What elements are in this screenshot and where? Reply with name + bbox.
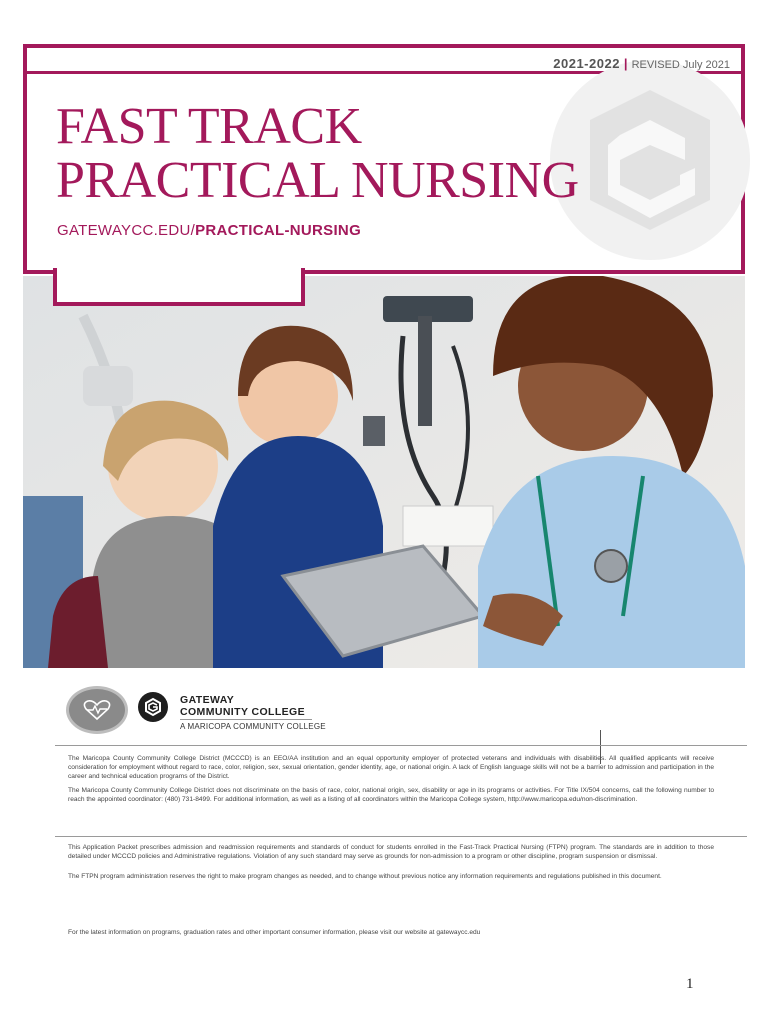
website-statement: For the latest information on programs, graduation rates and other important consumer information, please visit our website at gatewaycc.edu [68, 929, 481, 936]
title-line-1: FAST TRACK [56, 98, 362, 155]
url-domain: GATEWAYCC.EDU/ [57, 222, 196, 239]
divider-1 [55, 745, 747, 746]
page-number: 1 [686, 976, 694, 992]
heart-monitor-icon [83, 699, 111, 721]
college-name [180, 694, 305, 718]
year-line [553, 56, 730, 71]
nondiscrimination-statement: The Maricopa County Community College District does not discriminate on the basis of race, color, national origin, sex, disability or age in its programs or activities. For Title IX/504 concerns, call the following number to reach the appointed coordinator: (480) 731-8499. For additional information, as well as a listing of all coordinators within the Maricopa College system, http://www.maricopa.edu/non-discrimination. [68, 787, 714, 803]
heart-monitor-badge [66, 686, 128, 734]
url-path: PRACTICAL-NURSING [195, 222, 362, 239]
college-name-line-1: GATEWAY [180, 694, 235, 706]
divider-2 [55, 836, 747, 837]
title-line-2: PRACTICAL NURSING [56, 152, 579, 209]
college-subtitle: A MARICOPA COMMUNITY COLLEGE [180, 722, 326, 731]
gateway-logo-icon [143, 697, 163, 717]
year-text: 2021-2022 [553, 56, 620, 71]
page-title [56, 100, 579, 208]
revised-text: REVISED July 2021 [631, 59, 730, 71]
program-url [57, 222, 361, 239]
header-tab [53, 268, 305, 306]
program-changes-statement: The FTPN program administration reserves the right to make program changes as needed, and to change without previous notice any information requirements and regulations published in this document. [68, 873, 662, 880]
eeo-statement: The Maricopa County Community College District (MCCCD) is an EEO/AA institution and an equal opportunity employer of protected veterans and individuals with disabilities. All qualified applicants will receive consideration for employment without regard to race, color, religion, sex, sexual orientation, gender identity, age, or national origin. A lack of English language skills will not be a barrier to admission and participation in the career and technical education programs of the District. [68, 755, 714, 780]
cover-photo [23, 276, 745, 668]
gateway-logo [138, 692, 168, 722]
application-packet-statement: This Application Packet prescribes admission and readmission requirements and standards of conduct for students enrolled in the Fast-Track Practical Nursing (FTPN) program. The standards are in addition to those detailed under MCCCD policies and Administrative regulations. Violation of any such standard may serve as grounds for non-admission to a program or other discipline, program suspension or dismissal. [68, 844, 714, 860]
year-separator: | [623, 56, 628, 71]
college-name-line-2: COMMUNITY COLLEGE [180, 706, 306, 718]
college-name-rule [180, 719, 312, 720]
